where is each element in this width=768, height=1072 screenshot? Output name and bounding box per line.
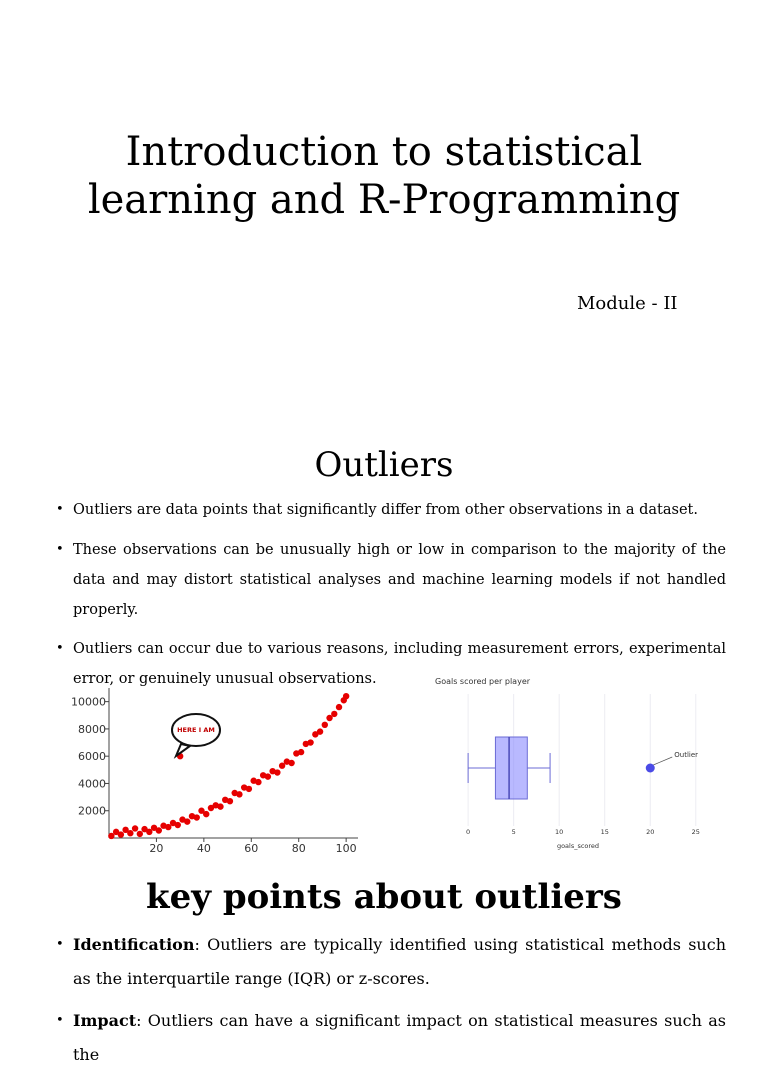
scatter-point [184,818,190,824]
scatter-point [322,722,328,728]
scatter-point [307,739,313,745]
scatter-point [203,811,209,817]
box-x-tick-label: 15 [600,828,609,836]
module-label: Module - II [577,293,678,314]
outlier-label: Outlier [674,751,699,759]
scatter-point [336,704,342,710]
key-points-heading: key points about outliers [146,877,622,917]
scatter-point [343,693,349,699]
speech-bubble-text: HERE I AM [177,726,215,734]
key-point-term: Identification [73,935,195,954]
box-x-tick-label: 0 [466,828,471,836]
key-point-text: : Outliers can have a significant impact on statistical measures such as the [73,1011,726,1064]
bullet-item: • These observations can be unusually high or low in comparison to the majority of the data and may distort statistical analyses and machine learning models if not handled properly. [56,535,726,625]
outliers-bullets [56,495,726,694]
box-plot-title: Goals scored per player [435,677,531,686]
scatter-point [217,803,223,809]
title-line-2: learning and R-Programming [87,177,681,223]
box-iqr [495,737,527,799]
scatter-point [137,831,143,837]
scatter-point [298,749,304,755]
scatter-point [132,825,138,831]
box-x-tick-label: 20 [646,828,655,836]
key-point-text: : Outliers are typically identified using statistical methods such as the interquartile range (IQR) or z-scores. [73,935,726,988]
scatter-x-tick-label: 20 [149,842,164,855]
scatter-point [236,791,242,797]
scatter-axes [109,688,358,838]
scatter-point [175,822,181,828]
bullet-item: • Outliers are data points that significantly differ from other observations in a dataset. [56,495,726,525]
scatter-point [127,830,133,836]
scatter-y-tick-label: 2000 [78,804,106,818]
key-points-bullets [56,928,726,1072]
scatter-point [331,711,337,717]
scatter-chart [58,678,368,858]
scatter-x-tick-label: 60 [244,842,259,855]
scatter-point [274,769,280,775]
key-point-item [56,1004,726,1072]
slide1-title [0,128,768,224]
key-point-item [56,928,726,996]
scatter-point [194,814,200,820]
box-plot-x-label: goals_scored [556,842,600,850]
box-plot-background [424,670,736,862]
scatter-point [317,728,323,734]
bullet-item: • Outliers can occur due to various reasons, including measurement errors, experimental error, or genuinely unusual observations. [56,634,726,694]
scatter-y-tick-label: 8000 [78,722,106,736]
scatter-y-tick-label: 6000 [78,750,106,764]
scatter-point [118,831,124,837]
box-x-tick-label: 25 [691,828,700,836]
box-plot-chart [424,670,736,862]
scatter-y-tick-label: 4000 [78,777,106,791]
speech-bubble [172,714,220,756]
outlier-point [646,764,655,773]
scatter-point [255,779,261,785]
scatter-y-tick-label: 10000 [71,695,106,709]
key-point-term: Impact [73,1011,137,1030]
scatter-point [246,786,252,792]
box-x-tick-label: 10 [555,828,564,836]
box-x-tick-label: 5 [511,828,516,836]
title-line-1: Introduction to statistical [125,129,643,175]
scatter-point [156,827,162,833]
scatter-point [227,798,233,804]
scatter-x-tick-label: 100 [335,842,357,855]
scatter-x-tick-label: 80 [291,842,306,855]
scatter-points [108,693,349,839]
outliers-heading: Outliers [314,445,454,485]
scatter-point [265,773,271,779]
scatter-x-tick-label: 40 [196,842,211,855]
scatter-point [288,760,294,766]
